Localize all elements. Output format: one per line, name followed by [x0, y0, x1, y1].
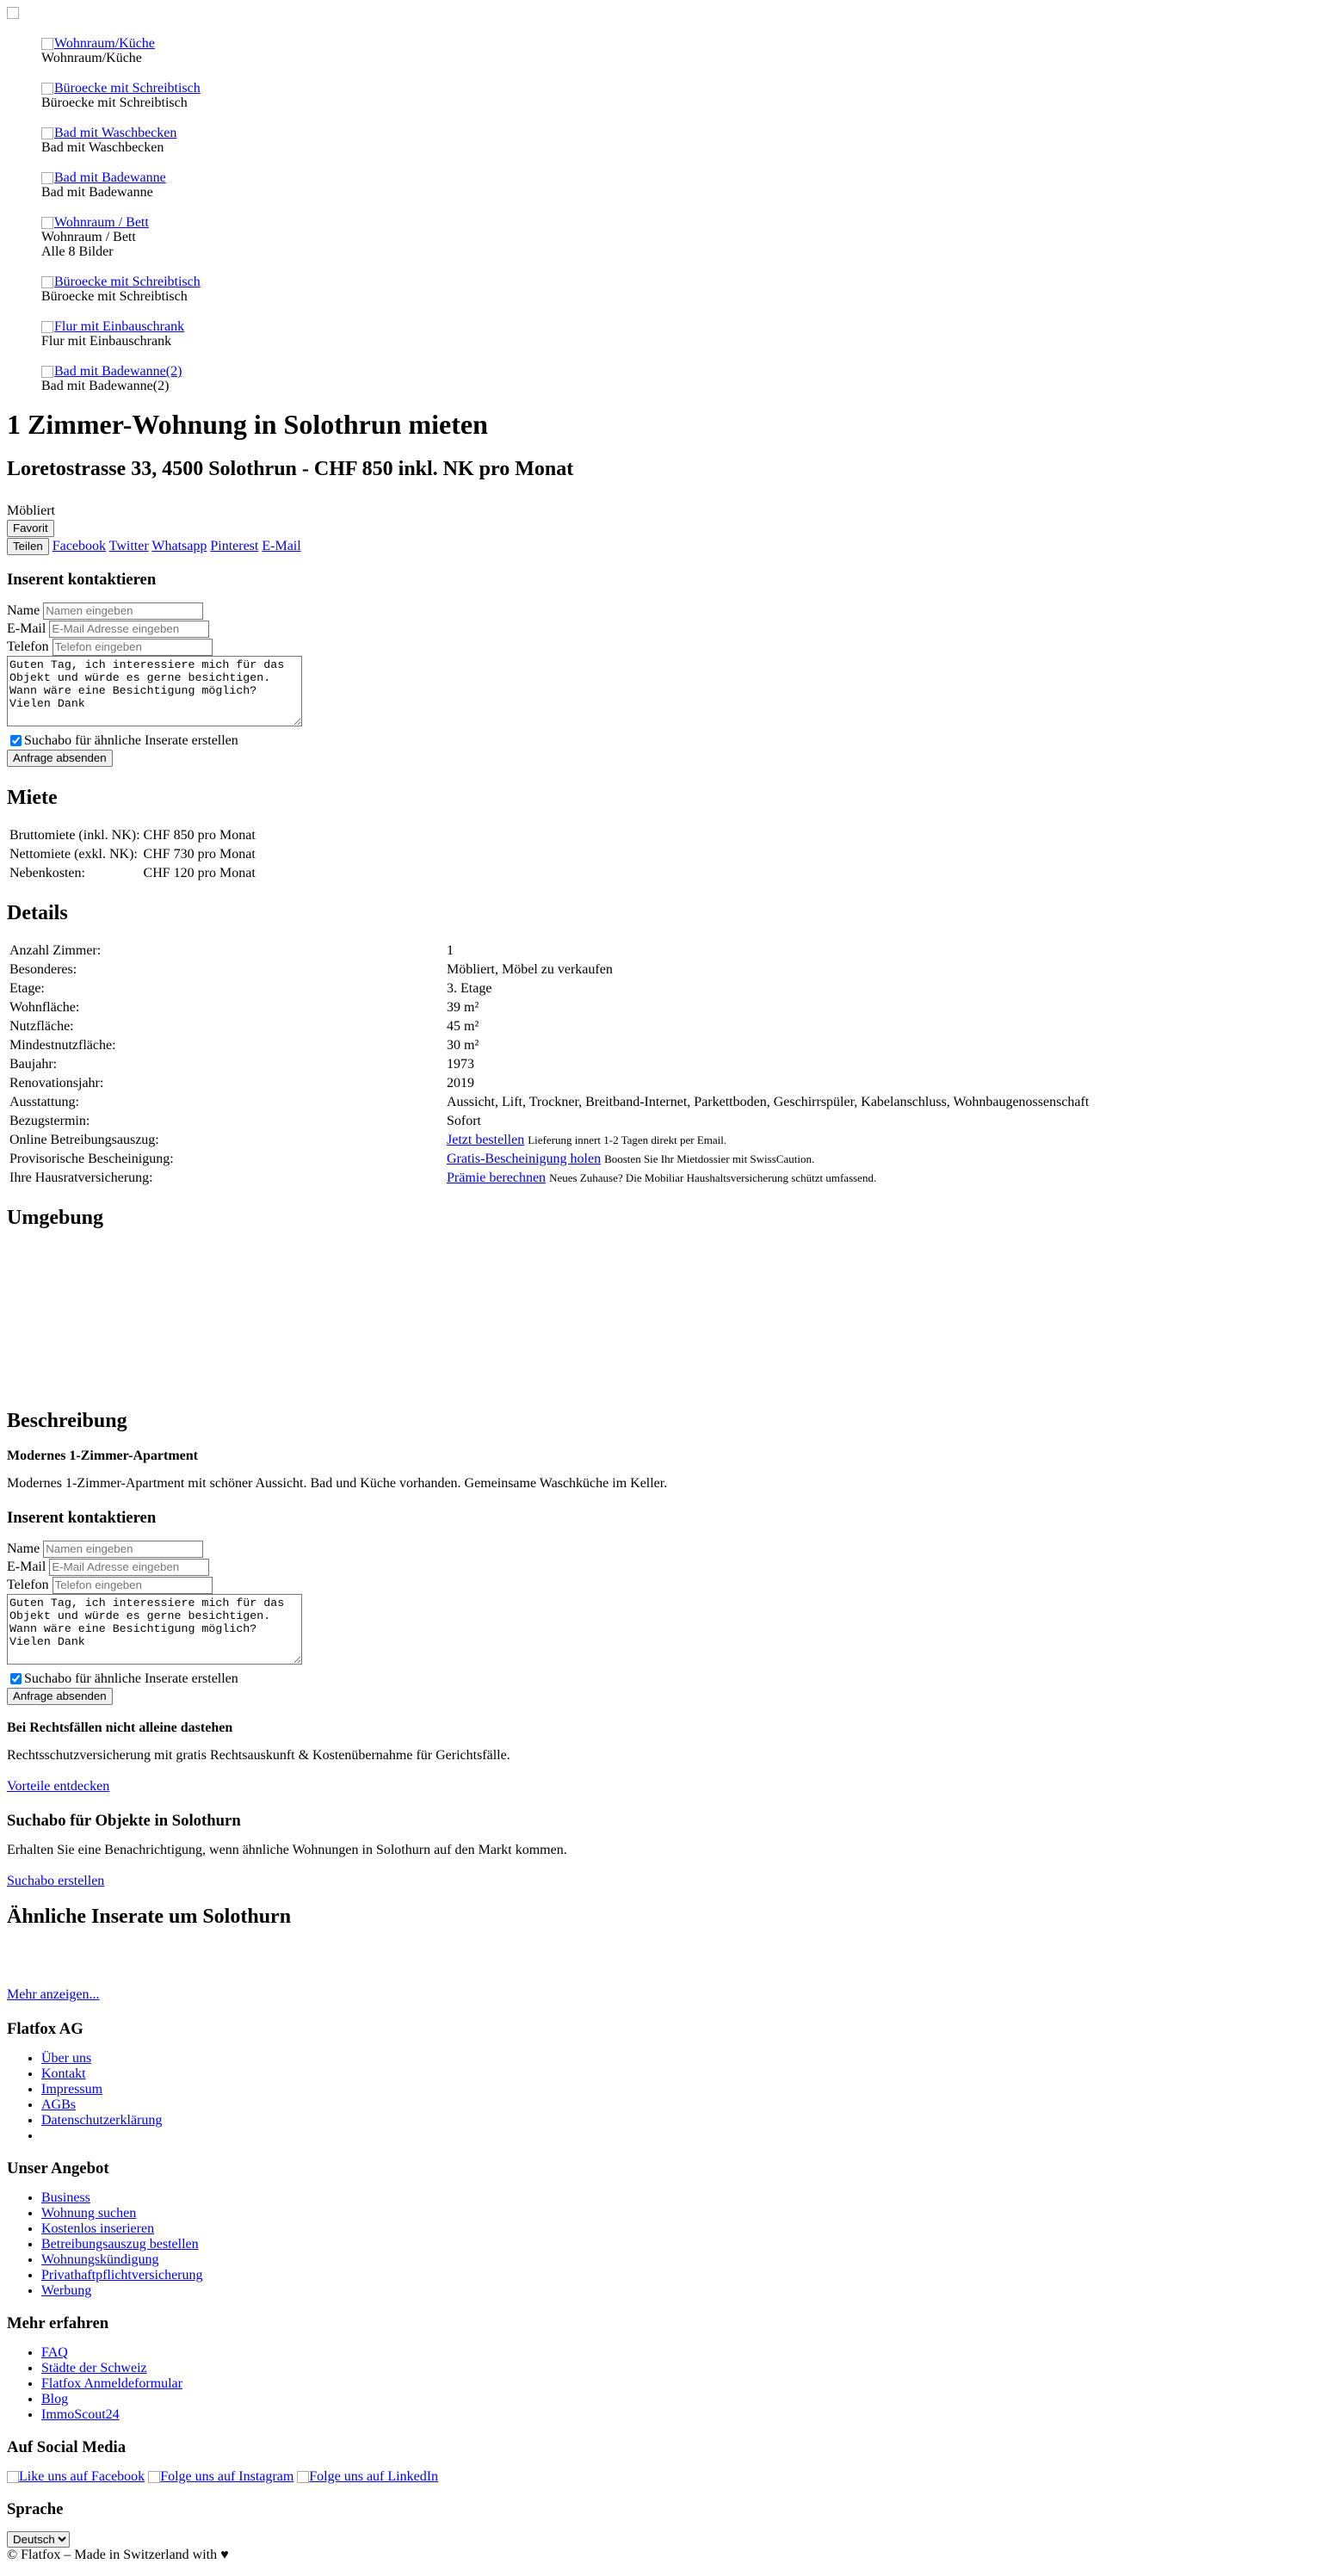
- gallery-item: [41, 275, 1315, 304]
- facebook-link-label: Like uns auf Facebook: [19, 2469, 145, 2484]
- gallery-image-link[interactable]: [41, 275, 201, 289]
- subscribe-label: Suchabo für ähnliche Inserate erstellen: [24, 733, 238, 748]
- description-text: Modernes 1-Zimmer-Apartment mit schöner Aussicht. Bad und Küche vorhanden. Gemeinsame Waschküche im Keller.: [7, 1476, 668, 1491]
- footer-offer-link[interactable]: Kostenlos inserieren: [41, 2221, 155, 2236]
- photo-icon: [41, 276, 53, 288]
- rent-row: [9, 846, 256, 863]
- gallery-image-alt: Büroecke mit Schreibtisch: [54, 275, 201, 289]
- footer-learn-heading: Mehr erfahren: [7, 2314, 109, 2332]
- gallery-caption: Wohnraum/Küche: [41, 51, 142, 65]
- footer-company-link[interactable]: AGBs: [41, 2097, 77, 2112]
- subscribe-label-2: Suchabo für ähnliche Inserate erstellen: [24, 1671, 238, 1686]
- footer-learn-item: [41, 2376, 1315, 2392]
- rent-label: Nettomiete (exkl. NK):: [9, 847, 138, 862]
- subscribe-checkbox-2[interactable]: [10, 1673, 22, 1684]
- details-link-row: [9, 1132, 1313, 1149]
- share-email-link[interactable]: E-Mail: [262, 539, 301, 553]
- footer-company-link[interactable]: Über uns: [41, 2051, 92, 2066]
- details-value: [446, 1132, 1313, 1149]
- details-row: [9, 1018, 1313, 1035]
- gallery-image-link[interactable]: [41, 126, 176, 140]
- gallery-image-alt: Büroecke mit Schreibtisch: [54, 81, 201, 96]
- details-link-row: [9, 1170, 1313, 1187]
- contact-form-top: [7, 571, 1315, 767]
- details-row: [9, 961, 1313, 979]
- details-label: Ihre Hausratversicherung:: [9, 1171, 153, 1185]
- gallery-item: [41, 215, 1315, 259]
- details-action-link[interactable]: Jetzt bestellen: [447, 1133, 525, 1147]
- gallery-image-link[interactable]: [41, 81, 201, 96]
- phone-input[interactable]: [53, 639, 213, 656]
- gallery-caption: Büroecke mit Schreibtisch: [41, 289, 188, 304]
- gallery-caption: Bad mit Badewanne: [41, 185, 153, 200]
- listing-subtitle: Loretostrasse 33, 4500 Solothrun - CHF 850 inkl. NK pro Monat: [7, 458, 574, 480]
- footer-language-heading: Sprache: [7, 2500, 64, 2518]
- footer-company-item: [41, 2066, 1315, 2082]
- instagram-icon: [148, 2471, 160, 2483]
- details-value: 1: [447, 943, 454, 958]
- description-subheading: Modernes 1-Zimmer-Apartment: [7, 1449, 199, 1463]
- photo-icon: [41, 83, 53, 95]
- share-button[interactable]: Teilen: [7, 538, 49, 555]
- share-whatsapp-link[interactable]: Whatsapp: [151, 539, 207, 553]
- footer-offer-link[interactable]: Privathaftpflichtversicherung: [41, 2268, 203, 2283]
- details-value: [446, 1151, 1313, 1168]
- favorite-button[interactable]: Favorit: [7, 520, 54, 537]
- footer-offer-item: [41, 2237, 1315, 2252]
- gallery-image-alt: Wohnraum/Küche: [54, 36, 155, 51]
- gallery-caption: Bad mit Waschbecken: [41, 140, 164, 155]
- subscribe-checkbox[interactable]: [10, 735, 22, 746]
- share-facebook-link[interactable]: Facebook: [52, 539, 106, 553]
- gallery-image-link[interactable]: [41, 319, 184, 334]
- details-value: Möbliert, Möbel zu verkaufen: [447, 962, 613, 977]
- details-label: Provisorische Bescheinigung:: [9, 1152, 174, 1166]
- footer-offer-link[interactable]: Wohnungskündigung: [41, 2252, 159, 2267]
- footer-company-item: [41, 2097, 1315, 2113]
- details-row: [9, 1094, 1313, 1111]
- footer-company-heading: Flatfox AG: [7, 2020, 83, 2038]
- more-similar-link[interactable]: Mehr anzeigen...: [7, 1987, 100, 2002]
- footer-learn-item: [41, 2345, 1315, 2361]
- footer-learn-link[interactable]: Blog: [41, 2392, 69, 2406]
- rent-row: [9, 827, 256, 844]
- rent-label: Bruttomiete (inkl. NK):: [9, 828, 140, 843]
- gallery-caption: Wohnraum / Bett: [41, 230, 136, 244]
- description-heading: Beschreibung: [7, 1410, 127, 1432]
- details-table: [7, 941, 1315, 1189]
- share-bar: [7, 537, 1315, 555]
- rent-value: CHF 120 pro Monat: [143, 866, 256, 880]
- phone-label: Telefon: [7, 639, 49, 654]
- gallery-item: [41, 126, 1315, 155]
- footer-learn-item: [41, 2392, 1315, 2407]
- details-value: 39 m²: [447, 1000, 479, 1015]
- gallery-image-alt: Bad mit Badewanne(2): [54, 364, 182, 379]
- similar-heading: Ähnliche Inserate um Solothurn: [7, 1906, 292, 1928]
- footer-learn-link[interactable]: ImmoScout24: [41, 2407, 120, 2422]
- details-label: Anzahl Zimmer:: [9, 943, 102, 958]
- phone-input-2[interactable]: [53, 1577, 213, 1594]
- email-label-2: E-Mail: [7, 1560, 46, 1574]
- copyright: © Flatfox – Made in Switzerland with ♥: [7, 2548, 229, 2562]
- gallery-item: [41, 319, 1315, 349]
- photo-icon: [41, 38, 53, 50]
- footer-learn-list: [7, 2345, 1315, 2423]
- social-links: [7, 2469, 1315, 2485]
- linkedin-link[interactable]: [297, 2469, 438, 2484]
- submit-inquiry-button-2[interactable]: Anfrage absenden: [7, 1688, 113, 1705]
- surroundings-heading: Umgebung: [7, 1207, 104, 1229]
- footer-social-heading: Auf Social Media: [7, 2438, 127, 2456]
- details-value: 30 m²: [447, 1038, 479, 1053]
- footer-offer-item: [41, 2221, 1315, 2237]
- linkedin-link-label: Folge uns auf LinkedIn: [309, 2469, 439, 2484]
- linkedin-icon: [297, 2471, 309, 2483]
- email-label: E-Mail: [7, 621, 46, 636]
- footer-learn-link[interactable]: Städte der Schweiz: [41, 2361, 147, 2375]
- gallery-item: [41, 81, 1315, 110]
- photo-icon: [41, 127, 53, 139]
- submit-inquiry-button[interactable]: Anfrage absenden: [7, 750, 113, 767]
- footer-offer-link[interactable]: Werbung: [41, 2283, 92, 2298]
- footer-offer-item: [41, 2268, 1315, 2283]
- legal-promo-link[interactable]: Vorteile entdecken: [7, 1779, 110, 1794]
- instagram-link[interactable]: [148, 2469, 293, 2484]
- footer-company-item: [41, 2128, 1315, 2144]
- photo-icon: [41, 217, 53, 229]
- gallery-image-alt: Bad mit Badewanne: [54, 170, 166, 185]
- search-alert-link[interactable]: Suchabo erstellen: [7, 1874, 105, 1888]
- footer-company-link[interactable]: Impressum: [41, 2082, 103, 2097]
- details-label: Ausstattung:: [9, 1095, 79, 1109]
- details-note: Neues Zuhause? Die Mobiliar Haushaltsversicherung schützt umfassend.: [549, 1171, 877, 1184]
- gallery-caption: Flur mit Einbauschrank: [41, 334, 172, 349]
- details-label: Wohnfläche:: [9, 1000, 80, 1015]
- details-row: [9, 980, 1313, 998]
- gallery-image-alt: Wohnraum / Bett: [54, 215, 149, 230]
- details-value: 45 m²: [447, 1019, 479, 1034]
- facebook-link[interactable]: [7, 2469, 145, 2484]
- details-label: Bezugstermin:: [9, 1114, 90, 1128]
- name-label-2: Name: [7, 1541, 40, 1556]
- footer: [7, 2020, 1315, 2563]
- share-twitter-link[interactable]: Twitter: [108, 539, 149, 553]
- footer-offer-link[interactable]: Betreibungsauszug bestellen: [41, 2237, 199, 2252]
- details-heading: Details: [7, 902, 68, 924]
- details-row: [9, 1075, 1313, 1092]
- rent-row: [9, 865, 256, 882]
- footer-offer-item: [41, 2190, 1315, 2206]
- name-label: Name: [7, 603, 40, 618]
- details-value: Sofort: [447, 1114, 481, 1128]
- name-input-2[interactable]: [43, 1541, 203, 1558]
- gallery-caption: Büroecke mit Schreibtisch: [41, 96, 188, 110]
- details-row: [9, 1056, 1313, 1073]
- details-value: 3. Etage: [447, 981, 492, 996]
- footer-company-item: [41, 2082, 1315, 2097]
- contact-heading: Inserent kontaktieren: [7, 571, 157, 589]
- footer-offer-item: [41, 2206, 1315, 2221]
- footer-offer-link[interactable]: Wohnung suchen: [41, 2206, 137, 2221]
- rent-heading: Miete: [7, 787, 58, 809]
- gallery-image-link[interactable]: [41, 170, 166, 185]
- details-value: 1973: [447, 1057, 474, 1072]
- gallery-image-link[interactable]: [41, 364, 182, 379]
- details-label: Etage:: [9, 981, 45, 996]
- rent-value: CHF 730 pro Monat: [143, 847, 256, 862]
- details-link-row: [9, 1151, 1313, 1168]
- search-alert-heading: Suchabo für Objekte in Solothurn: [7, 1812, 241, 1830]
- footer-company-link[interactable]: Kontakt: [41, 2066, 86, 2081]
- email-input-2[interactable]: [49, 1559, 209, 1576]
- footer-offer-item: [41, 2252, 1315, 2268]
- details-action-link[interactable]: Gratis-Bescheinigung holen: [447, 1152, 602, 1166]
- details-row: [9, 1037, 1313, 1054]
- message-textarea[interactable]: [7, 656, 302, 726]
- image-gallery: [41, 36, 1315, 393]
- details-action-link[interactable]: Prämie berechnen: [447, 1171, 547, 1185]
- legal-promo-text: Rechtsschutzversicherung mit gratis Rechtsauskunft & Kostenübernahme für Gerichtsfälle.: [7, 1748, 510, 1763]
- details-label: Online Betreibungsauszug:: [9, 1133, 159, 1147]
- photo-icon: [41, 366, 53, 378]
- footer-learn-item: [41, 2407, 1315, 2423]
- logo-image: [7, 7, 19, 19]
- details-label: Renovationsjahr:: [9, 1076, 104, 1090]
- gallery-item: [41, 170, 1315, 200]
- footer-offer-item: [41, 2283, 1315, 2299]
- footer-company-link[interactable]: Datenschutzerklärung: [41, 2113, 163, 2128]
- rent-table: [7, 825, 258, 884]
- details-note: Boosten Sie Ihr Mietdossier mit SwissCaution.: [604, 1152, 815, 1165]
- gallery-image-link[interactable]: [41, 36, 155, 51]
- rent-label: Nebenkosten:: [9, 866, 85, 880]
- furnished-tag: Möbliert: [7, 503, 55, 518]
- search-alert-text: Erhalten Sie eine Benachrichtigung, wenn ähnliche Wohnungen in Solothurn auf den Markt kommen.: [7, 1843, 567, 1857]
- share-pinterest-link[interactable]: Pinterest: [210, 539, 259, 553]
- gallery-image-alt: Flur mit Einbauschrank: [54, 319, 185, 334]
- legal-promo-heading: Bei Rechtsfällen nicht alleine dastehen: [7, 1720, 233, 1735]
- contact-heading-2: Inserent kontaktieren: [7, 1509, 157, 1527]
- footer-company-item: [41, 2051, 1315, 2066]
- details-row: [9, 999, 1313, 1016]
- footer-company-list: [7, 2051, 1315, 2144]
- contact-form-bottom: [7, 1509, 1315, 1705]
- details-value: 2019: [447, 1076, 474, 1090]
- details-label: Besonderes:: [9, 962, 77, 977]
- gallery-caption: Bad mit Badewanne(2): [41, 379, 170, 393]
- footer-offer-link[interactable]: Business: [41, 2190, 90, 2205]
- page-title: 1 Zimmer-Wohnung in Solothrun mieten: [7, 409, 488, 440]
- details-row: [9, 1113, 1313, 1130]
- gallery-item: [41, 36, 1315, 65]
- gallery-item: [41, 364, 1315, 393]
- footer-offer-heading: Unser Angebot: [7, 2159, 109, 2178]
- details-label: Baujahr:: [9, 1057, 58, 1072]
- details-label: Nutzfläche:: [9, 1019, 74, 1034]
- rent-value: CHF 850 pro Monat: [143, 828, 256, 843]
- instagram-link-label: Folge uns auf Instagram: [160, 2469, 294, 2484]
- name-input[interactable]: [43, 602, 203, 620]
- email-input[interactable]: [49, 621, 209, 638]
- message-textarea-2[interactable]: [7, 1594, 302, 1665]
- footer-company-item: [41, 2113, 1315, 2128]
- details-value: [446, 1170, 1313, 1187]
- gallery-image-alt: Bad mit Waschbecken: [54, 126, 177, 140]
- photo-icon: [41, 172, 53, 184]
- details-value: Aussicht, Lift, Trockner, Breitband-Internet, Parkettboden, Geschirrspüler, Kabelanschluss, Wohnbaugenossenschaft: [447, 1095, 1090, 1109]
- all-images-label[interactable]: Alle 8 Bilder: [41, 244, 114, 259]
- details-label: Mindestnutzfläche:: [9, 1038, 116, 1053]
- footer-learn-link[interactable]: Flatfox Anmeldeformular: [41, 2376, 182, 2391]
- photo-icon: [41, 321, 53, 333]
- facebook-icon: [7, 2471, 19, 2483]
- gallery-image-link[interactable]: [41, 215, 149, 230]
- similar-listings-area: [7, 1944, 1315, 1987]
- footer-learn-item: [41, 2361, 1315, 2376]
- footer-offer-list: [7, 2190, 1315, 2299]
- phone-label-2: Telefon: [7, 1578, 49, 1592]
- details-row: [9, 942, 1313, 960]
- language-select[interactable]: [7, 2531, 70, 2548]
- footer-learn-link[interactable]: FAQ: [41, 2345, 68, 2360]
- map-area[interactable]: [7, 1245, 1315, 1400]
- details-note: Lieferung innert 1-2 Tagen direkt per Email.: [528, 1134, 727, 1146]
